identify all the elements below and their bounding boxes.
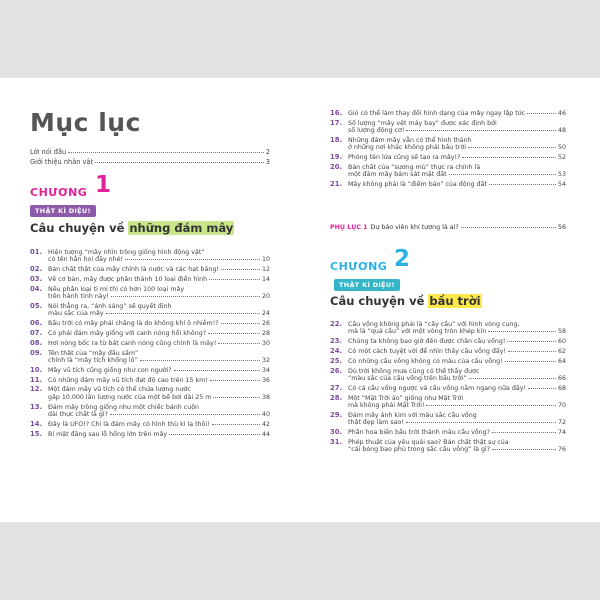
entry-line: Phân hoa biến bầu trời thành màu cầu vồng? 74 bbox=[348, 429, 566, 436]
page-number: 62 bbox=[557, 348, 566, 355]
entry-text bbox=[348, 164, 566, 179]
toc-entry[interactable] bbox=[30, 276, 270, 283]
dot-leader bbox=[218, 343, 260, 344]
entry-line: Gió có thể làm thay đổi hình dạng của mây ngay lập tức 46 bbox=[348, 110, 566, 117]
appendix-item[interactable]: PHỤ LỤC 1 Dự báo viên khí tượng là ai? 56 bbox=[330, 224, 566, 231]
toc-entry[interactable] bbox=[30, 320, 270, 327]
entry-line: Phép thuật của yêu quái sao? Bản chất thật sự của bbox=[348, 438, 509, 446]
dot-leader bbox=[174, 370, 260, 371]
page-number: 12 bbox=[261, 266, 270, 274]
chapter2-entries bbox=[330, 321, 566, 456]
entry-number: 28. bbox=[330, 393, 343, 402]
entry-number: 08. bbox=[30, 338, 43, 347]
entry-number: 24. bbox=[330, 347, 343, 355]
entry-line: Bản chất của “sương mù” thực ra chính là bbox=[348, 164, 481, 171]
entry-number: 15. bbox=[30, 429, 43, 438]
entry-line: màu sắc của mây 24 bbox=[48, 310, 270, 318]
entry-number: 06. bbox=[30, 319, 43, 328]
entry-text bbox=[348, 348, 566, 355]
entry-line: Một “Mặt Trời ảo” giống như Mặt Trời bbox=[348, 394, 464, 402]
dot-leader bbox=[462, 157, 556, 158]
page-number: 52 bbox=[557, 154, 566, 162]
page-number: 46 bbox=[557, 110, 566, 117]
dot-leader bbox=[488, 331, 556, 332]
entry-line: một đám mây bám sát mặt đất 53 bbox=[348, 171, 566, 179]
entry-text bbox=[48, 386, 270, 401]
entry-line: Phóng tên lửa cũng sẽ tạo ra mây!? 52 bbox=[348, 154, 566, 162]
entry-line: Đám mây ánh kim với màu sắc cầu vồng bbox=[348, 411, 477, 419]
toc-entry[interactable] bbox=[330, 368, 566, 383]
dot-leader bbox=[68, 152, 264, 153]
dot-leader bbox=[426, 405, 556, 406]
entry-line: Đây là UFO!? Chỉ là đám mây có hình thù kì lạ thôi! 42 bbox=[48, 420, 270, 428]
chapter-title-highlight: bầu trời bbox=[429, 294, 481, 308]
entry-line: Cầu vồng không phải là “cây cầu” với hình vòng cung, bbox=[348, 321, 520, 328]
entry-line: Mây vũ tích cũng giống như con người? 34 bbox=[48, 366, 270, 374]
entry-line: Có những đám mây vũ tích đạt độ cao trên 15 km! 36 bbox=[48, 376, 270, 384]
chapter-label: CHƯƠNG bbox=[30, 186, 88, 199]
entry-number: 29. bbox=[330, 410, 343, 419]
book-page bbox=[0, 78, 600, 522]
toc-entry[interactable] bbox=[330, 338, 566, 345]
toc-entry[interactable] bbox=[30, 340, 270, 347]
dot-leader bbox=[527, 113, 556, 114]
page-number: 28 bbox=[261, 330, 270, 337]
dot-leader bbox=[140, 360, 260, 361]
toc-entry[interactable] bbox=[30, 286, 270, 301]
entry-line: ở những nơi khác không phải bầu trời 50 bbox=[348, 144, 566, 152]
entry-line: mà là “quả cầu” với một vòng tròn khép kín 58 bbox=[348, 328, 566, 336]
entry-line: Chúng ta không bao giờ đến được chân cầu vồng! 60 bbox=[348, 338, 566, 346]
entry-line: dài thực chất là gì? 40 bbox=[48, 411, 270, 418]
preface-item[interactable]: Giới thiệu nhân vật 3 bbox=[30, 158, 270, 166]
preface-item[interactable]: Lời nói đầu 2 bbox=[30, 148, 270, 156]
entry-line: Một đám mây vũ tích có thể chứa lượng nước bbox=[48, 386, 191, 394]
toc-entry[interactable] bbox=[30, 350, 270, 365]
entry-line: Số lượng “mây vệt máy bay” được xác định bởi bbox=[348, 119, 497, 127]
entry-line: Có cả cầu vồng ngược và cầu vồng nằm ngang nữa đấy! 68 bbox=[348, 384, 566, 392]
dot-leader bbox=[221, 323, 260, 324]
dot-leader bbox=[106, 313, 260, 314]
entry-number: 11. bbox=[30, 375, 43, 384]
page-number: 66 bbox=[557, 375, 566, 382]
entry-number: 14. bbox=[30, 419, 43, 428]
dot-leader bbox=[212, 424, 260, 425]
toc-entry[interactable] bbox=[330, 439, 566, 454]
entry-line: chính là “mây tích khổng lồ” 32 bbox=[48, 357, 270, 364]
page-number: 76 bbox=[557, 446, 566, 454]
entry-line: Có những cầu vồng không có màu của cầu vồng! 64 bbox=[348, 357, 566, 365]
entry-line: Bí mật đằng sau lỗ hổng lớn trên mây 44 bbox=[48, 430, 270, 438]
toc-entry[interactable] bbox=[330, 137, 566, 152]
dot-leader bbox=[507, 341, 556, 342]
entry-text bbox=[48, 303, 270, 318]
entry-text bbox=[348, 110, 566, 117]
entry-number: 07. bbox=[30, 329, 43, 337]
entry-number: 19. bbox=[330, 153, 343, 162]
toc-title: Mục lục bbox=[30, 108, 141, 137]
entry-text bbox=[348, 154, 566, 161]
chapter-number: 2 bbox=[394, 246, 411, 272]
entry-text bbox=[348, 120, 566, 135]
entry-text bbox=[348, 137, 566, 152]
toc-entry[interactable] bbox=[30, 266, 270, 273]
entry-number: 05. bbox=[30, 302, 43, 310]
page-number: 60 bbox=[557, 338, 566, 346]
chapter-label: CHƯƠNG bbox=[330, 260, 388, 273]
entry-text bbox=[48, 367, 270, 374]
entry-text bbox=[348, 429, 566, 436]
entry-number: 21. bbox=[330, 180, 343, 189]
entry-line: Về cơ bản, mây được phân thành 10 loại điển hình 14 bbox=[48, 276, 270, 283]
page-number: 68 bbox=[557, 384, 566, 392]
dot-leader bbox=[208, 333, 260, 334]
entry-text bbox=[48, 286, 270, 301]
toc-entry[interactable] bbox=[330, 385, 566, 392]
page-number: 54 bbox=[557, 181, 566, 189]
entry-number: 02. bbox=[30, 265, 43, 274]
dot-leader bbox=[505, 361, 556, 362]
toc-entry[interactable] bbox=[330, 395, 566, 410]
chapter-title: Câu chuyện về bầu trời bbox=[330, 294, 481, 308]
entry-line: Dù trời không mưa cũng có thể thấy được bbox=[348, 367, 480, 375]
entry-line: Hiện tượng “mây nhìn trông giống hình động vật” bbox=[48, 249, 205, 256]
entry-number: 20. bbox=[330, 163, 343, 171]
entry-text bbox=[48, 350, 270, 365]
page-number: 42 bbox=[261, 420, 270, 428]
dot-leader bbox=[468, 147, 556, 148]
entry-text bbox=[48, 266, 270, 273]
chapter-title-highlight: những đám mây bbox=[129, 221, 234, 235]
entry-text bbox=[48, 421, 270, 428]
entry-line: Nói thẳng ra, “ánh sáng” sẽ quyết định bbox=[48, 303, 172, 310]
page-number: 53 bbox=[557, 171, 566, 179]
dot-leader bbox=[492, 449, 556, 450]
entry-line: Tên thật của “mây đầu sấm” bbox=[48, 349, 139, 357]
entry-line: số lượng động cơ! 48 bbox=[348, 127, 566, 135]
entry-text bbox=[348, 368, 566, 383]
entry-line: thật đẹp làm sao! 72 bbox=[348, 419, 566, 427]
dot-leader bbox=[213, 397, 260, 398]
toc-entry[interactable] bbox=[330, 412, 566, 427]
dot-leader bbox=[508, 351, 556, 352]
dot-leader bbox=[221, 269, 260, 270]
entry-text bbox=[48, 249, 270, 264]
entry-text bbox=[48, 431, 270, 438]
entry-line: Nếu phân loại tỉ mỉ thì có hơn 100 loại mây bbox=[48, 285, 185, 293]
entry-number: 18. bbox=[330, 136, 343, 144]
chapter-number: 1 bbox=[95, 172, 112, 198]
entry-line: có tên hẳn hoi đấy nhé! 10 bbox=[48, 256, 270, 264]
entry-text bbox=[48, 340, 270, 347]
chapter1-entries bbox=[30, 249, 270, 440]
toc-entry[interactable] bbox=[330, 348, 566, 355]
toc-entry[interactable] bbox=[30, 421, 270, 428]
entry-line: gấp 10.000 lần lượng nước của một bể bơi dài 25 m 38 bbox=[48, 393, 270, 401]
dot-leader bbox=[528, 388, 556, 389]
entry-number: 10. bbox=[30, 365, 43, 374]
dot-leader bbox=[95, 162, 264, 163]
entry-line: “màu sắc của cầu vồng trên bầu trời” 66 bbox=[348, 375, 566, 382]
entry-number: 09. bbox=[30, 348, 43, 357]
entry-line: Đám mây trông giống như một chiếc bánh cuộn bbox=[48, 403, 200, 411]
page-number: 48 bbox=[557, 127, 566, 135]
toc-entry[interactable] bbox=[330, 120, 566, 135]
entry-text bbox=[348, 338, 566, 345]
entry-text bbox=[48, 330, 270, 337]
page-number: 58 bbox=[557, 328, 566, 336]
entry-text bbox=[48, 404, 270, 419]
entry-number: 12. bbox=[30, 385, 43, 394]
page-number: 70 bbox=[557, 402, 566, 409]
entry-text bbox=[48, 320, 270, 327]
entry-number: 13. bbox=[30, 402, 43, 411]
toc-entry[interactable] bbox=[30, 367, 270, 374]
page-number: 36 bbox=[261, 376, 270, 384]
entry-line: trên hành tinh này! 20 bbox=[48, 293, 270, 301]
entry-text bbox=[348, 395, 566, 410]
dot-leader bbox=[461, 227, 556, 228]
page-number: 38 bbox=[261, 393, 270, 401]
entry-number: 27. bbox=[330, 383, 343, 392]
entry-text bbox=[48, 377, 270, 384]
entry-line: “cái bóng bao phủ trong sắc cầu vồng” là gì? 76 bbox=[348, 446, 566, 454]
toc-entry[interactable] bbox=[330, 358, 566, 365]
toc-entry[interactable] bbox=[330, 181, 566, 188]
entry-number: 26. bbox=[330, 366, 343, 375]
chapter1-entries-continued bbox=[330, 110, 566, 191]
entry-line: Mây không phải là “điềm báo” của động đất 54 bbox=[348, 181, 566, 189]
dot-leader bbox=[406, 422, 556, 423]
dot-leader bbox=[209, 279, 260, 280]
entry-text bbox=[348, 181, 566, 188]
page-number: 26 bbox=[261, 320, 270, 328]
entry-text bbox=[348, 358, 566, 365]
entry-number: 16. bbox=[330, 109, 343, 117]
dot-leader bbox=[110, 414, 260, 415]
chapter-badge: THẬT KÌ DIỆU! bbox=[30, 205, 96, 217]
page-number: 50 bbox=[557, 144, 566, 152]
entry-number: 31. bbox=[330, 437, 343, 446]
entry-text bbox=[348, 321, 566, 336]
entry-text bbox=[348, 412, 566, 427]
dot-leader bbox=[111, 296, 260, 297]
entry-number: 04. bbox=[30, 284, 43, 293]
page-number: 44 bbox=[261, 430, 270, 438]
entry-text bbox=[348, 439, 566, 454]
appendix-label: PHỤ LỤC 1 bbox=[330, 224, 368, 231]
entry-line: Những đám mây vẫn có thể hình thành bbox=[348, 137, 472, 144]
toc-entry[interactable] bbox=[30, 431, 270, 438]
entry-line: Có phải đám mây giống với canh nóng hổi không? 28 bbox=[48, 330, 270, 337]
toc-entry[interactable] bbox=[330, 164, 566, 179]
toc-entry[interactable] bbox=[30, 303, 270, 318]
toc-entry[interactable] bbox=[330, 154, 566, 161]
toc-entry[interactable] bbox=[330, 110, 566, 117]
page-number: 20 bbox=[261, 293, 270, 301]
toc-entry[interactable] bbox=[30, 377, 270, 384]
page-number: 74 bbox=[557, 429, 566, 436]
toc-entry[interactable] bbox=[30, 386, 270, 401]
entry-line: Bầu trời có mây phải chăng là do không khí ô nhiễm!? 26 bbox=[48, 320, 270, 328]
page-number: 72 bbox=[557, 419, 566, 427]
page-number: 34 bbox=[261, 366, 270, 374]
entry-line: Có một cách tuyệt vời để nhìn thấy cầu vồng đấy! 62 bbox=[348, 348, 566, 355]
page-number: 40 bbox=[261, 411, 270, 418]
dot-leader bbox=[449, 174, 556, 175]
dot-leader bbox=[125, 259, 260, 260]
chapter-badge: THẬT KÌ DIỆU! bbox=[334, 279, 400, 291]
dot-leader bbox=[469, 378, 556, 379]
toc-entry[interactable] bbox=[330, 429, 566, 436]
entry-line: mà không phải Mặt Trời! 70 bbox=[348, 402, 566, 409]
entry-number: 25. bbox=[330, 356, 343, 365]
dot-leader bbox=[169, 434, 260, 435]
entry-line: Bản chất thật của mây chính là nước và các hạt băng! 12 bbox=[48, 266, 270, 274]
toc-entry[interactable] bbox=[30, 330, 270, 337]
page-number: 32 bbox=[261, 357, 270, 364]
page-number: 64 bbox=[557, 357, 566, 365]
entry-text bbox=[348, 385, 566, 392]
dot-leader bbox=[406, 130, 556, 131]
dot-leader bbox=[489, 184, 556, 185]
entry-number: 01. bbox=[30, 248, 43, 256]
dot-leader bbox=[492, 432, 556, 433]
toc-entry[interactable] bbox=[330, 321, 566, 336]
page-number: 24 bbox=[261, 310, 270, 318]
page-number: 14 bbox=[261, 276, 270, 283]
entry-number: 22. bbox=[330, 320, 343, 328]
dot-leader bbox=[210, 380, 260, 381]
entry-number: 30. bbox=[330, 428, 343, 436]
entry-line: Hơi nóng bốc ra từ bát canh nóng cũng chính là mây! 30 bbox=[48, 339, 270, 347]
entry-number: 03. bbox=[30, 275, 43, 283]
entry-text bbox=[48, 276, 270, 283]
page-number: 10 bbox=[261, 256, 270, 264]
toc-entry[interactable] bbox=[30, 249, 270, 264]
toc-entry[interactable] bbox=[30, 404, 270, 419]
chapter-title: Câu chuyện về những đám mây bbox=[30, 221, 234, 235]
page-number: 30 bbox=[261, 339, 270, 347]
entry-number: 23. bbox=[330, 337, 343, 346]
entry-number: 17. bbox=[330, 118, 343, 127]
